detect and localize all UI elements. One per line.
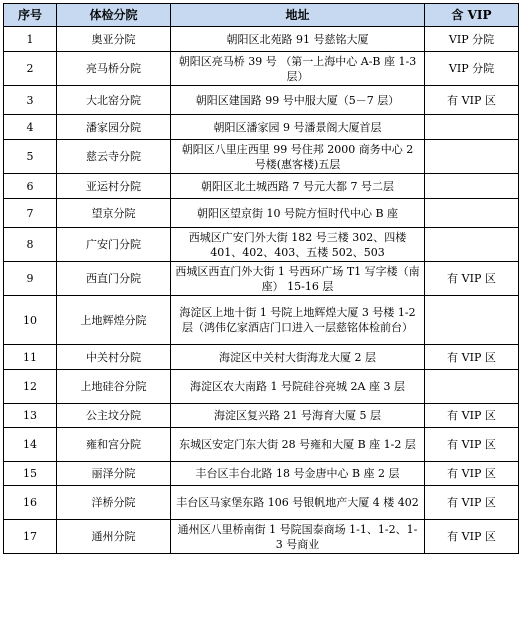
table-row: [4, 86, 519, 115]
table-row: [4, 520, 519, 554]
table-row: [4, 370, 519, 404]
row-branch-name: 广安门分院: [57, 228, 171, 262]
row-no: 9: [4, 262, 57, 296]
row-no: 16: [4, 486, 57, 520]
header-no: 序号: [4, 4, 57, 27]
table-row: [4, 115, 519, 140]
table-row: [4, 404, 519, 428]
row-address: 西城区西直门外大街 1 号西环广场 T1 写字楼（南座） 15-16 层: [171, 262, 425, 296]
row-no: 5: [4, 140, 57, 174]
row-branch-name: 潘家园分院: [57, 115, 171, 140]
row-no: 13: [4, 404, 57, 428]
table-row: [4, 27, 519, 52]
header-vip: 含 VIP: [425, 4, 519, 27]
row-address: 海淀区复兴路 21 号海育大厦 5 层: [171, 404, 425, 428]
row-address: 丰台区丰台北路 18 号金唐中心 B 座 2 层: [171, 462, 425, 486]
row-address: 通州区八里桥南街 1 号院国泰商场 1-1、1-2、1-3 号商业: [171, 520, 425, 554]
row-address: 朝阳区八里庄西里 99 号住邦 2000 商务中心 2 号楼(惠客楼)五层: [171, 140, 425, 174]
table-row: [4, 199, 519, 228]
table-row: [4, 345, 519, 370]
row-vip: [425, 115, 519, 140]
table-row: [4, 52, 519, 86]
row-branch-name: 西直门分院: [57, 262, 171, 296]
row-vip: [425, 199, 519, 228]
row-no: 11: [4, 345, 57, 370]
row-no: 6: [4, 174, 57, 199]
row-address: 朝阳区北苑路 91 号慈铭大厦: [171, 27, 425, 52]
row-vip: [425, 296, 519, 345]
row-vip: VIP 分院: [425, 27, 519, 52]
row-vip: 有 VIP 区: [425, 486, 519, 520]
row-vip: 有 VIP 区: [425, 520, 519, 554]
row-branch-name: 慈云寺分院: [57, 140, 171, 174]
row-vip: [425, 370, 519, 404]
table-row: [4, 228, 519, 262]
row-no: 2: [4, 52, 57, 86]
table-row: [4, 140, 519, 174]
table-header-row: [4, 4, 519, 27]
row-address: 丰台区马家堡东路 106 号银帆地产大厦 4 楼 402: [171, 486, 425, 520]
row-address: 海淀区上地十街 1 号院上地辉煌大厦 3 号楼 1-2 层（鸿伟亿家酒店门口进入一层慈铭体检前台）: [171, 296, 425, 345]
row-branch-name: 通州分院: [57, 520, 171, 554]
row-address: 朝阳区建国路 99 号中服大厦（5－7 层）: [171, 86, 425, 115]
row-branch-name: 公主坟分院: [57, 404, 171, 428]
row-address: 海淀区农大南路 1 号院硅谷亮城 2A 座 3 层: [171, 370, 425, 404]
row-no: 8: [4, 228, 57, 262]
row-no: 7: [4, 199, 57, 228]
row-vip: 有 VIP 区: [425, 345, 519, 370]
row-no: 4: [4, 115, 57, 140]
row-address: 东城区安定门东大街 28 号雍和大厦 B 座 1-2 层: [171, 428, 425, 462]
table-row: [4, 262, 519, 296]
table-row: [4, 296, 519, 345]
branch-address-table: [3, 3, 519, 554]
row-no: 3: [4, 86, 57, 115]
row-address: 朝阳区北土城西路 7 号元大都 7 号二层: [171, 174, 425, 199]
row-address: 海淀区中关村大街海龙大厦 2 层: [171, 345, 425, 370]
header-address: 地址: [171, 4, 425, 27]
row-no: 10: [4, 296, 57, 345]
table-row: [4, 174, 519, 199]
row-branch-name: 大北窑分院: [57, 86, 171, 115]
row-no: 12: [4, 370, 57, 404]
row-address: 朝阳区亮马桥 39 号 （第一上海中心 A-B 座 1-3 层）: [171, 52, 425, 86]
row-branch-name: 亮马桥分院: [57, 52, 171, 86]
table-row: [4, 486, 519, 520]
row-no: 17: [4, 520, 57, 554]
row-branch-name: 中关村分院: [57, 345, 171, 370]
row-branch-name: 洋桥分院: [57, 486, 171, 520]
row-branch-name: 亚运村分院: [57, 174, 171, 199]
row-vip: VIP 分院: [425, 52, 519, 86]
row-vip: 有 VIP 区: [425, 404, 519, 428]
row-no: 15: [4, 462, 57, 486]
row-branch-name: 奥亚分院: [57, 27, 171, 52]
row-vip: 有 VIP 区: [425, 262, 519, 296]
row-branch-name: 上地硅谷分院: [57, 370, 171, 404]
row-address: 朝阳区潘家园 9 号潘景阁大厦首层: [171, 115, 425, 140]
row-vip: 有 VIP 区: [425, 86, 519, 115]
row-vip: [425, 140, 519, 174]
row-no: 14: [4, 428, 57, 462]
row-no: 1: [4, 27, 57, 52]
row-vip: 有 VIP 区: [425, 428, 519, 462]
table-row: [4, 428, 519, 462]
row-branch-name: 丽泽分院: [57, 462, 171, 486]
row-branch-name: 上地辉煌分院: [57, 296, 171, 345]
row-vip: [425, 174, 519, 199]
row-vip: [425, 228, 519, 262]
row-vip: 有 VIP 区: [425, 462, 519, 486]
row-address: 西城区广安门外大街 182 号三楼 302、四楼 401、402、403、五楼 502、503: [171, 228, 425, 262]
row-branch-name: 望京分院: [57, 199, 171, 228]
row-address: 朝阳区望京街 10 号院方恒时代中心 B 座: [171, 199, 425, 228]
header-branch-name: 体检分院: [57, 4, 171, 27]
row-branch-name: 雍和宫分院: [57, 428, 171, 462]
table-row: [4, 462, 519, 486]
